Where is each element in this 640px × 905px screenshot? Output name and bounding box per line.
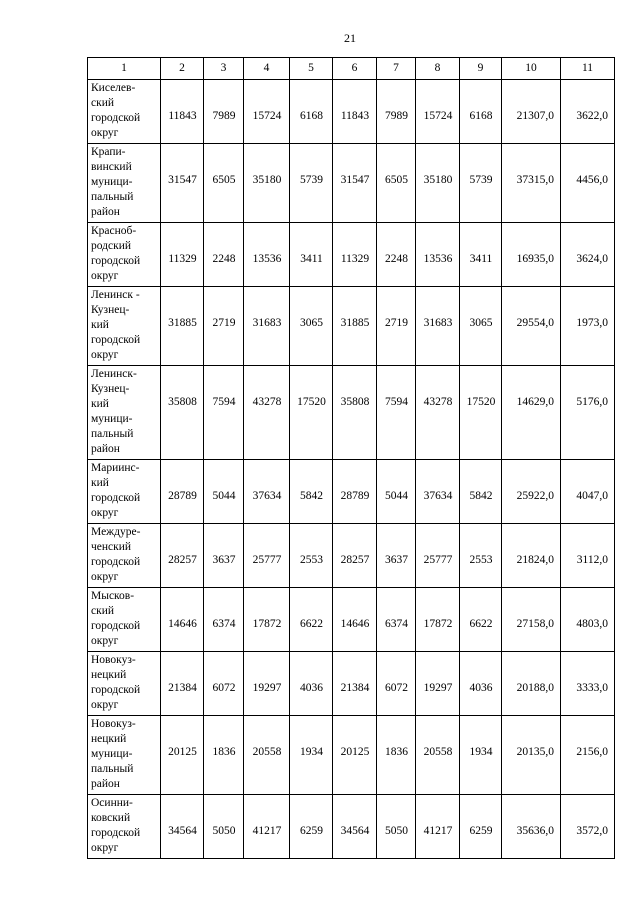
header-cell-7: 7 — [377, 58, 416, 80]
value-cell-col-10: 20135,0 — [502, 716, 561, 795]
value-cell-col-8: 43278 — [416, 366, 460, 460]
table-row — [88, 524, 615, 588]
territory-name-cell: Крапи- винский муници- пальный район — [88, 144, 161, 223]
value-cell-col-3: 6072 — [204, 652, 244, 716]
value-cell-col-6: 31547 — [333, 144, 377, 223]
territory-name-cell: Мысков- ский городской округ — [88, 588, 161, 652]
value-cell-col-6: 34564 — [333, 795, 377, 859]
value-cell-col-5: 1934 — [290, 716, 333, 795]
value-cell-col-2: 11843 — [161, 80, 204, 144]
value-cell-col-2: 11329 — [161, 223, 204, 287]
value-cell-col-8: 35180 — [416, 144, 460, 223]
table-row — [88, 716, 615, 795]
value-cell-col-11: 3112,0 — [561, 524, 615, 588]
value-cell-col-10: 21824,0 — [502, 524, 561, 588]
value-cell-col-2: 28789 — [161, 460, 204, 524]
value-cell-col-7: 6505 — [377, 144, 416, 223]
table-body — [88, 58, 615, 859]
value-cell-col-7: 5044 — [377, 460, 416, 524]
value-cell-col-3: 3637 — [204, 524, 244, 588]
value-cell-col-10: 16935,0 — [502, 223, 561, 287]
value-cell-col-8: 37634 — [416, 460, 460, 524]
header-cell-5: 5 — [290, 58, 333, 80]
value-cell-col-6: 14646 — [333, 588, 377, 652]
value-cell-col-11: 4047,0 — [561, 460, 615, 524]
value-cell-col-2: 31547 — [161, 144, 204, 223]
value-cell-col-4: 31683 — [244, 287, 290, 366]
value-cell-col-5: 6259 — [290, 795, 333, 859]
value-cell-col-11: 4803,0 — [561, 588, 615, 652]
value-cell-col-6: 28257 — [333, 524, 377, 588]
value-cell-col-4: 25777 — [244, 524, 290, 588]
value-cell-col-9: 6622 — [460, 588, 502, 652]
value-cell-col-5: 6168 — [290, 80, 333, 144]
header-cell-11: 11 — [561, 58, 615, 80]
value-cell-col-5: 4036 — [290, 652, 333, 716]
value-cell-col-2: 20125 — [161, 716, 204, 795]
value-cell-col-9: 5739 — [460, 144, 502, 223]
table-row — [88, 144, 615, 223]
value-cell-col-10: 14629,0 — [502, 366, 561, 460]
value-cell-col-9: 6259 — [460, 795, 502, 859]
value-cell-col-3: 1836 — [204, 716, 244, 795]
value-cell-col-8: 17872 — [416, 588, 460, 652]
table-row — [88, 652, 615, 716]
value-cell-col-7: 3637 — [377, 524, 416, 588]
territory-name-cell: Междуре- ченский городской округ — [88, 524, 161, 588]
territory-name-cell: Новокуз- нецкий городской округ — [88, 652, 161, 716]
value-cell-col-9: 17520 — [460, 366, 502, 460]
value-cell-col-5: 3065 — [290, 287, 333, 366]
territory-name-cell: Мариинс- кий городской округ — [88, 460, 161, 524]
value-cell-col-4: 13536 — [244, 223, 290, 287]
value-cell-col-3: 5044 — [204, 460, 244, 524]
value-cell-col-7: 6374 — [377, 588, 416, 652]
value-cell-col-6: 28789 — [333, 460, 377, 524]
header-cell-2: 2 — [161, 58, 204, 80]
value-cell-col-3: 2719 — [204, 287, 244, 366]
value-cell-col-4: 17872 — [244, 588, 290, 652]
value-cell-col-10: 35636,0 — [502, 795, 561, 859]
value-cell-col-9: 2553 — [460, 524, 502, 588]
value-cell-col-2: 31885 — [161, 287, 204, 366]
value-cell-col-11: 1973,0 — [561, 287, 615, 366]
table-row — [88, 287, 615, 366]
table-row — [88, 223, 615, 287]
value-cell-col-7: 6072 — [377, 652, 416, 716]
territory-name-cell: Красноб- родский городской округ — [88, 223, 161, 287]
header-cell-9: 9 — [460, 58, 502, 80]
value-cell-col-11: 2156,0 — [561, 716, 615, 795]
value-cell-col-5: 5842 — [290, 460, 333, 524]
value-cell-col-6: 11329 — [333, 223, 377, 287]
value-cell-col-4: 20558 — [244, 716, 290, 795]
value-cell-col-11: 4456,0 — [561, 144, 615, 223]
value-cell-col-10: 25922,0 — [502, 460, 561, 524]
value-cell-col-8: 31683 — [416, 287, 460, 366]
value-cell-col-2: 28257 — [161, 524, 204, 588]
value-cell-col-10: 29554,0 — [502, 287, 561, 366]
value-cell-col-6: 20125 — [333, 716, 377, 795]
value-cell-col-7: 2719 — [377, 287, 416, 366]
value-cell-col-4: 37634 — [244, 460, 290, 524]
header-row — [88, 58, 615, 80]
table-row — [88, 366, 615, 460]
value-cell-col-3: 6374 — [204, 588, 244, 652]
value-cell-col-9: 3065 — [460, 287, 502, 366]
value-cell-col-3: 7989 — [204, 80, 244, 144]
value-cell-col-6: 11843 — [333, 80, 377, 144]
territory-name-cell: Киселев- ский городской округ — [88, 80, 161, 144]
value-cell-col-11: 3333,0 — [561, 652, 615, 716]
value-cell-col-7: 1836 — [377, 716, 416, 795]
page-number: 21 — [344, 31, 356, 45]
value-cell-col-8: 15724 — [416, 80, 460, 144]
value-cell-col-8: 13536 — [416, 223, 460, 287]
value-cell-col-7: 2248 — [377, 223, 416, 287]
value-cell-col-11: 5176,0 — [561, 366, 615, 460]
value-cell-col-7: 7594 — [377, 366, 416, 460]
value-cell-col-8: 25777 — [416, 524, 460, 588]
header-cell-1: 1 — [88, 58, 161, 80]
header-cell-8: 8 — [416, 58, 460, 80]
value-cell-col-5: 5739 — [290, 144, 333, 223]
value-cell-col-3: 6505 — [204, 144, 244, 223]
value-cell-col-3: 5050 — [204, 795, 244, 859]
data-table — [87, 57, 615, 859]
value-cell-col-10: 20188,0 — [502, 652, 561, 716]
value-cell-col-9: 5842 — [460, 460, 502, 524]
value-cell-col-5: 17520 — [290, 366, 333, 460]
value-cell-col-4: 35180 — [244, 144, 290, 223]
value-cell-col-5: 3411 — [290, 223, 333, 287]
value-cell-col-6: 31885 — [333, 287, 377, 366]
value-cell-col-4: 43278 — [244, 366, 290, 460]
territory-name-cell: Ленинск- Кузнец- кий муници- пальный район — [88, 366, 161, 460]
value-cell-col-8: 19297 — [416, 652, 460, 716]
value-cell-col-3: 2248 — [204, 223, 244, 287]
value-cell-col-9: 3411 — [460, 223, 502, 287]
territory-name-cell: Новокуз- нецкий муници- пальный район — [88, 716, 161, 795]
header-cell-6: 6 — [333, 58, 377, 80]
value-cell-col-9: 6168 — [460, 80, 502, 144]
value-cell-col-5: 6622 — [290, 588, 333, 652]
value-cell-col-11: 3622,0 — [561, 80, 615, 144]
value-cell-col-4: 41217 — [244, 795, 290, 859]
value-cell-col-8: 41217 — [416, 795, 460, 859]
value-cell-col-9: 4036 — [460, 652, 502, 716]
table-row — [88, 795, 615, 859]
table-row — [88, 460, 615, 524]
header-cell-3: 3 — [204, 58, 244, 80]
territory-name-cell: Ленинск - Кузнец- кий городской округ — [88, 287, 161, 366]
value-cell-col-3: 7594 — [204, 366, 244, 460]
value-cell-col-5: 2553 — [290, 524, 333, 588]
value-cell-col-8: 20558 — [416, 716, 460, 795]
value-cell-col-7: 5050 — [377, 795, 416, 859]
value-cell-col-2: 35808 — [161, 366, 204, 460]
header-cell-10: 10 — [502, 58, 561, 80]
value-cell-col-7: 7989 — [377, 80, 416, 144]
value-cell-col-10: 21307,0 — [502, 80, 561, 144]
value-cell-col-6: 35808 — [333, 366, 377, 460]
value-cell-col-11: 3624,0 — [561, 223, 615, 287]
value-cell-col-2: 34564 — [161, 795, 204, 859]
value-cell-col-6: 21384 — [333, 652, 377, 716]
table-row — [88, 588, 615, 652]
value-cell-col-11: 3572,0 — [561, 795, 615, 859]
territory-name-cell: Осинни- ковский городской округ — [88, 795, 161, 859]
value-cell-col-2: 21384 — [161, 652, 204, 716]
table-row — [88, 80, 615, 144]
value-cell-col-2: 14646 — [161, 588, 204, 652]
value-cell-col-9: 1934 — [460, 716, 502, 795]
value-cell-col-10: 37315,0 — [502, 144, 561, 223]
header-cell-4: 4 — [244, 58, 290, 80]
value-cell-col-4: 19297 — [244, 652, 290, 716]
value-cell-col-4: 15724 — [244, 80, 290, 144]
value-cell-col-10: 27158,0 — [502, 588, 561, 652]
